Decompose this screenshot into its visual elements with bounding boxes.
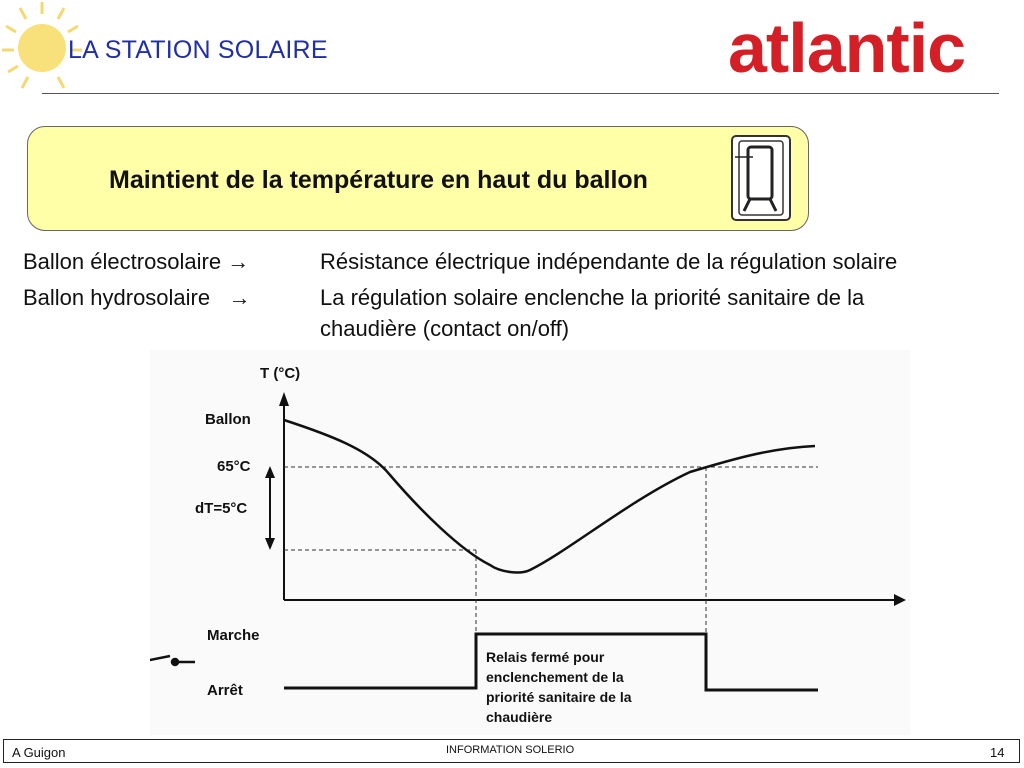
header-divider [42,93,999,94]
page-title: LA STATION SOLAIRE [68,36,328,64]
marche-label: Marche [207,627,260,644]
relay-text-4: chaudière [486,709,553,725]
arrow-right-icon: → [227,249,250,274]
footer-author: A Guigon [12,745,66,760]
temperature-diagram [150,350,910,735]
y-axis-label: T (°C) [260,365,301,382]
footer-page-number: 14 [990,745,1005,760]
line-2-continuation: chaudière (contact on/off) [320,316,570,341]
line-2-label: Ballon hydrosolaire [23,285,217,310]
line-1-label: Ballon électrosolaire [23,249,228,274]
ballon-label: Ballon [205,411,251,428]
line-1-left [23,249,249,275]
brand-logo: atlantic [728,9,966,87]
line-2-left [23,285,250,311]
relay-text-3: priorité sanitaire de la [486,689,632,705]
footer-title: INFORMATION SOLERIO [446,744,575,756]
water-tank-icon [731,135,791,221]
dt-label: dT=5°C [195,500,248,517]
relay-text-1: Relais fermé pour [486,649,605,665]
line-2-right: La régulation solaire enclenche la priorité sanitaire de la [320,285,865,310]
t65-label: 65°C [217,458,251,475]
line-1-right: Résistance électrique indépendante de la régulation solaire [320,249,898,274]
relay-text-2: enclenchement de la [486,669,624,685]
arrow-right-icon: → [228,285,251,310]
arret-label: Arrêt [207,682,243,699]
banner-title: Maintient de la température en haut du ballon [109,166,648,194]
